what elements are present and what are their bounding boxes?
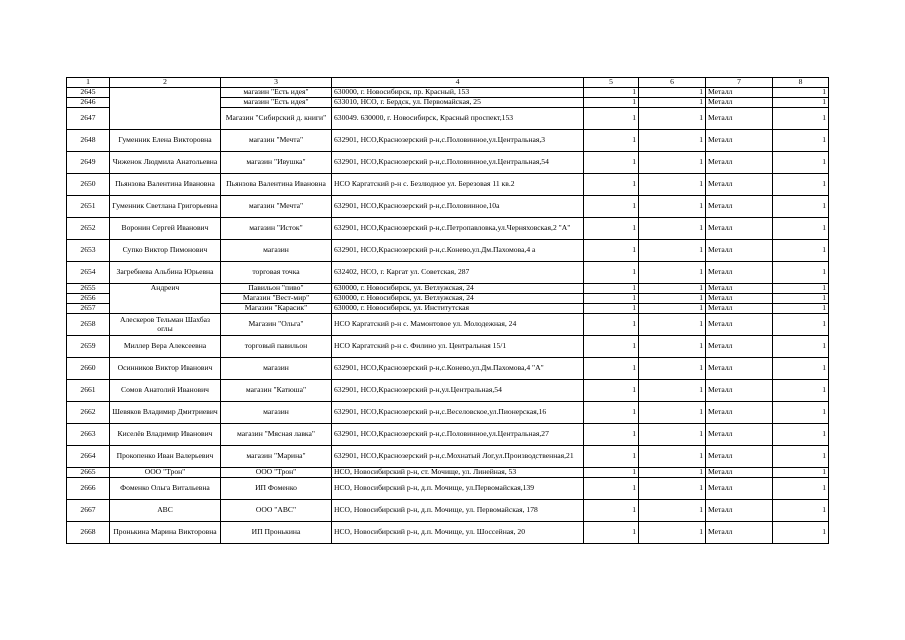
object-cell: Пьянзова Валентина Ивановна xyxy=(221,174,332,196)
quantity-cell: 1 xyxy=(584,218,639,240)
quantity-cell: 1 xyxy=(584,108,639,130)
row-number-cell: 2649 xyxy=(67,152,110,174)
owner-cell: Загребнева Альбина Юрьевна xyxy=(110,262,221,284)
object-cell: магазин "Катюша" xyxy=(221,380,332,402)
row-number-cell: 2661 xyxy=(67,380,110,402)
material-cell: Металл xyxy=(706,294,773,304)
count-cell: 1 xyxy=(639,522,706,544)
header-row xyxy=(67,78,829,88)
object-cell: Магазин "Сибирский д. книги" xyxy=(221,108,332,130)
object-cell: ИП Пронькина xyxy=(221,522,332,544)
address-cell: НСО, Новосибирский р-н, ст. Мочище, ул. Линейная, 53 xyxy=(332,468,584,478)
owner-cell xyxy=(110,294,221,304)
row-number-cell: 2653 xyxy=(67,240,110,262)
address-cell: 632901, НСО,Краснозерский р-н,с.Половинное,ул.Центральная,54 xyxy=(332,152,584,174)
owner-cell: АВС xyxy=(110,500,221,522)
row-number-cell: 2654 xyxy=(67,262,110,284)
owner-cell xyxy=(110,108,221,130)
total-cell: 1 xyxy=(773,196,829,218)
total-cell: 1 xyxy=(773,424,829,446)
object-cell: ООО "АВС" xyxy=(221,500,332,522)
object-cell: магазин xyxy=(221,358,332,380)
table-row xyxy=(67,152,829,174)
row-number-cell: 2666 xyxy=(67,478,110,500)
table-row xyxy=(67,294,829,304)
total-cell: 1 xyxy=(773,468,829,478)
address-cell: 632901, НСО,Краснозерский р-н,с.Половинное,10а xyxy=(332,196,584,218)
address-cell: 630000, г. Новосибирск, ул. Институтская xyxy=(332,304,584,314)
row-number-cell: 2656 xyxy=(67,294,110,304)
quantity-cell: 1 xyxy=(584,262,639,284)
address-cell: НСО Каргатский р-н с. Безлюдное ул. Березовая 11 кв.2 xyxy=(332,174,584,196)
header-cell: 6 xyxy=(639,78,706,88)
address-cell: 630000, г. Новосибирск, ул. Ветлужская, 24 xyxy=(332,284,584,294)
table-row xyxy=(67,196,829,218)
object-cell: магазин xyxy=(221,402,332,424)
object-cell: магазин "Мясная лавка" xyxy=(221,424,332,446)
table-row xyxy=(67,446,829,468)
total-cell: 1 xyxy=(773,446,829,468)
table-row xyxy=(67,522,829,544)
count-cell: 1 xyxy=(639,240,706,262)
total-cell: 1 xyxy=(773,240,829,262)
total-cell: 1 xyxy=(773,108,829,130)
quantity-cell: 1 xyxy=(584,522,639,544)
row-number-cell: 2655 xyxy=(67,284,110,294)
material-cell: Металл xyxy=(706,304,773,314)
count-cell: 1 xyxy=(639,98,706,108)
address-cell: 630000, г. Новосибирск, ул. Ветлужская, 24 xyxy=(332,294,584,304)
table-row xyxy=(67,88,829,98)
object-cell: Павильон "пиво" xyxy=(221,284,332,294)
row-number-cell: 2668 xyxy=(67,522,110,544)
material-cell: Металл xyxy=(706,174,773,196)
count-cell: 1 xyxy=(639,468,706,478)
address-cell: 632901, НСО,Краснозерский р-н,ул.Центральная,54 xyxy=(332,380,584,402)
count-cell: 1 xyxy=(639,424,706,446)
header-cell: 7 xyxy=(706,78,773,88)
total-cell: 1 xyxy=(773,304,829,314)
quantity-cell: 1 xyxy=(584,196,639,218)
header-cell: 1 xyxy=(67,78,110,88)
material-cell: Металл xyxy=(706,88,773,98)
material-cell: Металл xyxy=(706,522,773,544)
header-cell: 5 xyxy=(584,78,639,88)
total-cell: 1 xyxy=(773,98,829,108)
quantity-cell: 1 xyxy=(584,174,639,196)
material-cell: Металл xyxy=(706,314,773,336)
quantity-cell: 1 xyxy=(584,424,639,446)
header-cell: 8 xyxy=(773,78,829,88)
table-row xyxy=(67,500,829,522)
count-cell: 1 xyxy=(639,500,706,522)
object-cell: Магазин "Вест-мир" xyxy=(221,294,332,304)
address-cell: 632402, НСО, г. Каргат ул. Советская, 287 xyxy=(332,262,584,284)
count-cell: 1 xyxy=(639,358,706,380)
table-row xyxy=(67,336,829,358)
count-cell: 1 xyxy=(639,284,706,294)
total-cell: 1 xyxy=(773,262,829,284)
object-cell: магазин "Ивушка" xyxy=(221,152,332,174)
owner-cell: Киселёв Владимир Иванович xyxy=(110,424,221,446)
owner-cell: Пронькина Марина Викторовна xyxy=(110,522,221,544)
quantity-cell: 1 xyxy=(584,446,639,468)
row-number-cell: 2665 xyxy=(67,468,110,478)
owner-cell: Воронин Сергей Иванович xyxy=(110,218,221,240)
table-row xyxy=(67,380,829,402)
table-row xyxy=(67,304,829,314)
object-cell: магазин "Марина" xyxy=(221,446,332,468)
material-cell: Металл xyxy=(706,284,773,294)
quantity-cell: 1 xyxy=(584,98,639,108)
count-cell: 1 xyxy=(639,174,706,196)
total-cell: 1 xyxy=(773,478,829,500)
quantity-cell: 1 xyxy=(584,304,639,314)
total-cell: 1 xyxy=(773,380,829,402)
material-cell: Металл xyxy=(706,336,773,358)
row-number-cell: 2652 xyxy=(67,218,110,240)
total-cell: 1 xyxy=(773,152,829,174)
quantity-cell: 1 xyxy=(584,500,639,522)
owner-cell: Гуменник Светлана Григорьевна xyxy=(110,196,221,218)
count-cell: 1 xyxy=(639,108,706,130)
row-number-cell: 2646 xyxy=(67,98,110,108)
owner-cell: Шевяков Владимир Дмитриевич xyxy=(110,402,221,424)
count-cell: 1 xyxy=(639,88,706,98)
total-cell: 1 xyxy=(773,522,829,544)
address-cell: 632901, НСО,Краснозерский р-н,с.Половинное,ул.Центральная,3 xyxy=(332,130,584,152)
owner-cell: Супко Виктор Пимонович xyxy=(110,240,221,262)
address-cell: 632901, НСО,Краснозерский р-н,с.Веселовское,ул.Пионерская,16 xyxy=(332,402,584,424)
quantity-cell: 1 xyxy=(584,380,639,402)
material-cell: Металл xyxy=(706,196,773,218)
count-cell: 1 xyxy=(639,336,706,358)
owner-cell: Фоменко Ольга Витальевна xyxy=(110,478,221,500)
quantity-cell: 1 xyxy=(584,130,639,152)
table-row xyxy=(67,262,829,284)
object-cell: магазин "Есть идея" xyxy=(221,98,332,108)
count-cell: 1 xyxy=(639,478,706,500)
row-number-cell: 2659 xyxy=(67,336,110,358)
total-cell: 1 xyxy=(773,500,829,522)
registry-table xyxy=(66,77,829,544)
row-number-cell: 2663 xyxy=(67,424,110,446)
material-cell: Металл xyxy=(706,218,773,240)
table-row xyxy=(67,240,829,262)
quantity-cell: 1 xyxy=(584,468,639,478)
count-cell: 1 xyxy=(639,304,706,314)
material-cell: Металл xyxy=(706,262,773,284)
material-cell: Металл xyxy=(706,240,773,262)
row-number-cell: 2658 xyxy=(67,314,110,336)
count-cell: 1 xyxy=(639,402,706,424)
material-cell: Металл xyxy=(706,446,773,468)
total-cell: 1 xyxy=(773,294,829,304)
count-cell: 1 xyxy=(639,196,706,218)
table-row xyxy=(67,284,829,294)
count-cell: 1 xyxy=(639,218,706,240)
row-number-cell: 2662 xyxy=(67,402,110,424)
count-cell: 1 xyxy=(639,314,706,336)
object-cell: магазин xyxy=(221,240,332,262)
table-row xyxy=(67,98,829,108)
material-cell: Металл xyxy=(706,424,773,446)
quantity-cell: 1 xyxy=(584,478,639,500)
address-cell: 632901, НСО,Краснозерский р-н,с.Петропавловка,ул.Черняховская,2 "А" xyxy=(332,218,584,240)
address-cell: НСО, Новосибирский р-н, д.п. Мочище, ул.Первомайская,139 xyxy=(332,478,584,500)
count-cell: 1 xyxy=(639,262,706,284)
address-cell: 632901, НСО,Краснозерский р-н,с.Половинное,ул.Центральная,27 xyxy=(332,424,584,446)
address-cell: НСО Каргатский р-н с. Филино ул. Центральная 15/1 xyxy=(332,336,584,358)
table-row xyxy=(67,174,829,196)
total-cell: 1 xyxy=(773,358,829,380)
quantity-cell: 1 xyxy=(584,336,639,358)
quantity-cell: 1 xyxy=(584,358,639,380)
total-cell: 1 xyxy=(773,314,829,336)
quantity-cell: 1 xyxy=(584,152,639,174)
table-row xyxy=(67,314,829,336)
address-cell: 630049. 630000, г. Новосибирск, Красный проспект,153 xyxy=(332,108,584,130)
material-cell: Металл xyxy=(706,468,773,478)
table-row xyxy=(67,424,829,446)
row-number-cell: 2647 xyxy=(67,108,110,130)
count-cell: 1 xyxy=(639,446,706,468)
table-row xyxy=(67,218,829,240)
address-cell: НСО, Новосибирский р-н, д.п. Мочище, ул. Шоссейная, 20 xyxy=(332,522,584,544)
address-cell: 633010, НСО, г. Бердск, ул. Первомайская, 25 xyxy=(332,98,584,108)
owner-cell: Алескеров Тельман Шахбаз оглы xyxy=(110,314,221,336)
material-cell: Металл xyxy=(706,380,773,402)
quantity-cell: 1 xyxy=(584,240,639,262)
material-cell: Металл xyxy=(706,108,773,130)
address-cell: 632901, НСО,Краснозерский р-н,с.Конево,ул.Дм.Пахомова,4 а xyxy=(332,240,584,262)
object-cell: магазин "Мечта" xyxy=(221,130,332,152)
address-cell: НСО Каргатский р-н с. Мамонтовое ул. Молодежная, 24 xyxy=(332,314,584,336)
row-number-cell: 2657 xyxy=(67,304,110,314)
object-cell: Магазин "Карасик" xyxy=(221,304,332,314)
owner-cell: Пьянзова Валентина Ивановна xyxy=(110,174,221,196)
header-cell: 4 xyxy=(332,78,584,88)
owner-cell: Гуменник Елена Викторовна xyxy=(110,130,221,152)
row-number-cell: 2664 xyxy=(67,446,110,468)
row-number-cell: 2651 xyxy=(67,196,110,218)
total-cell: 1 xyxy=(773,130,829,152)
table-row xyxy=(67,358,829,380)
owner-cell: Осинников Виктор Иванович xyxy=(110,358,221,380)
object-cell: торговая точка xyxy=(221,262,332,284)
object-cell: ИП Фоменко xyxy=(221,478,332,500)
row-number-cell: 2650 xyxy=(67,174,110,196)
material-cell: Металл xyxy=(706,478,773,500)
owner-cell xyxy=(110,304,221,314)
object-cell: магазин "Исток" xyxy=(221,218,332,240)
owner-cell xyxy=(110,88,221,98)
address-cell: 632901, НСО,Краснозерский р-н,с.Мохнатый Лог,ул.Производственная,21 xyxy=(332,446,584,468)
quantity-cell: 1 xyxy=(584,402,639,424)
object-cell: магазин "Мечта" xyxy=(221,196,332,218)
count-cell: 1 xyxy=(639,130,706,152)
material-cell: Металл xyxy=(706,152,773,174)
header-cell: 2 xyxy=(110,78,221,88)
quantity-cell: 1 xyxy=(584,294,639,304)
object-cell: Магазин "Ольга" xyxy=(221,314,332,336)
owner-cell: Сомов Анатолий Иванович xyxy=(110,380,221,402)
header-cell: 3 xyxy=(221,78,332,88)
table-row xyxy=(67,130,829,152)
owner-cell xyxy=(110,98,221,108)
row-number-cell: 2660 xyxy=(67,358,110,380)
object-cell: торговый павильон xyxy=(221,336,332,358)
table-row xyxy=(67,108,829,130)
owner-cell: ООО "Трон" xyxy=(110,468,221,478)
total-cell: 1 xyxy=(773,336,829,358)
quantity-cell: 1 xyxy=(584,284,639,294)
table-row xyxy=(67,478,829,500)
address-cell: НСО, Новосибирский р-н, д.п. Мочище, ул. Первомайская, 178 xyxy=(332,500,584,522)
material-cell: Металл xyxy=(706,358,773,380)
material-cell: Металл xyxy=(706,500,773,522)
row-number-cell: 2667 xyxy=(67,500,110,522)
object-cell: ООО "Трон" xyxy=(221,468,332,478)
total-cell: 1 xyxy=(773,402,829,424)
owner-cell: Прокопенко Иван Валерьевич xyxy=(110,446,221,468)
address-cell: 630000, г. Новосибирск, пр. Красный, 153 xyxy=(332,88,584,98)
object-cell: магазин "Есть идея" xyxy=(221,88,332,98)
owner-cell: Миллер Вера Алексеевна xyxy=(110,336,221,358)
table-row xyxy=(67,402,829,424)
address-cell: 632901, НСО,Краснозерский р-н,с.Конево,ул.Дм.Пахомова,4 "А" xyxy=(332,358,584,380)
total-cell: 1 xyxy=(773,174,829,196)
table-row xyxy=(67,468,829,478)
count-cell: 1 xyxy=(639,294,706,304)
count-cell: 1 xyxy=(639,152,706,174)
row-number-cell: 2645 xyxy=(67,88,110,98)
material-cell: Металл xyxy=(706,402,773,424)
owner-cell: Андреич xyxy=(110,284,221,294)
owner-cell: Чиженок Людмила Анатольевна xyxy=(110,152,221,174)
count-cell: 1 xyxy=(639,380,706,402)
total-cell: 1 xyxy=(773,88,829,98)
material-cell: Металл xyxy=(706,98,773,108)
material-cell: Металл xyxy=(706,130,773,152)
total-cell: 1 xyxy=(773,218,829,240)
quantity-cell: 1 xyxy=(584,314,639,336)
total-cell: 1 xyxy=(773,284,829,294)
row-number-cell: 2648 xyxy=(67,130,110,152)
quantity-cell: 1 xyxy=(584,88,639,98)
